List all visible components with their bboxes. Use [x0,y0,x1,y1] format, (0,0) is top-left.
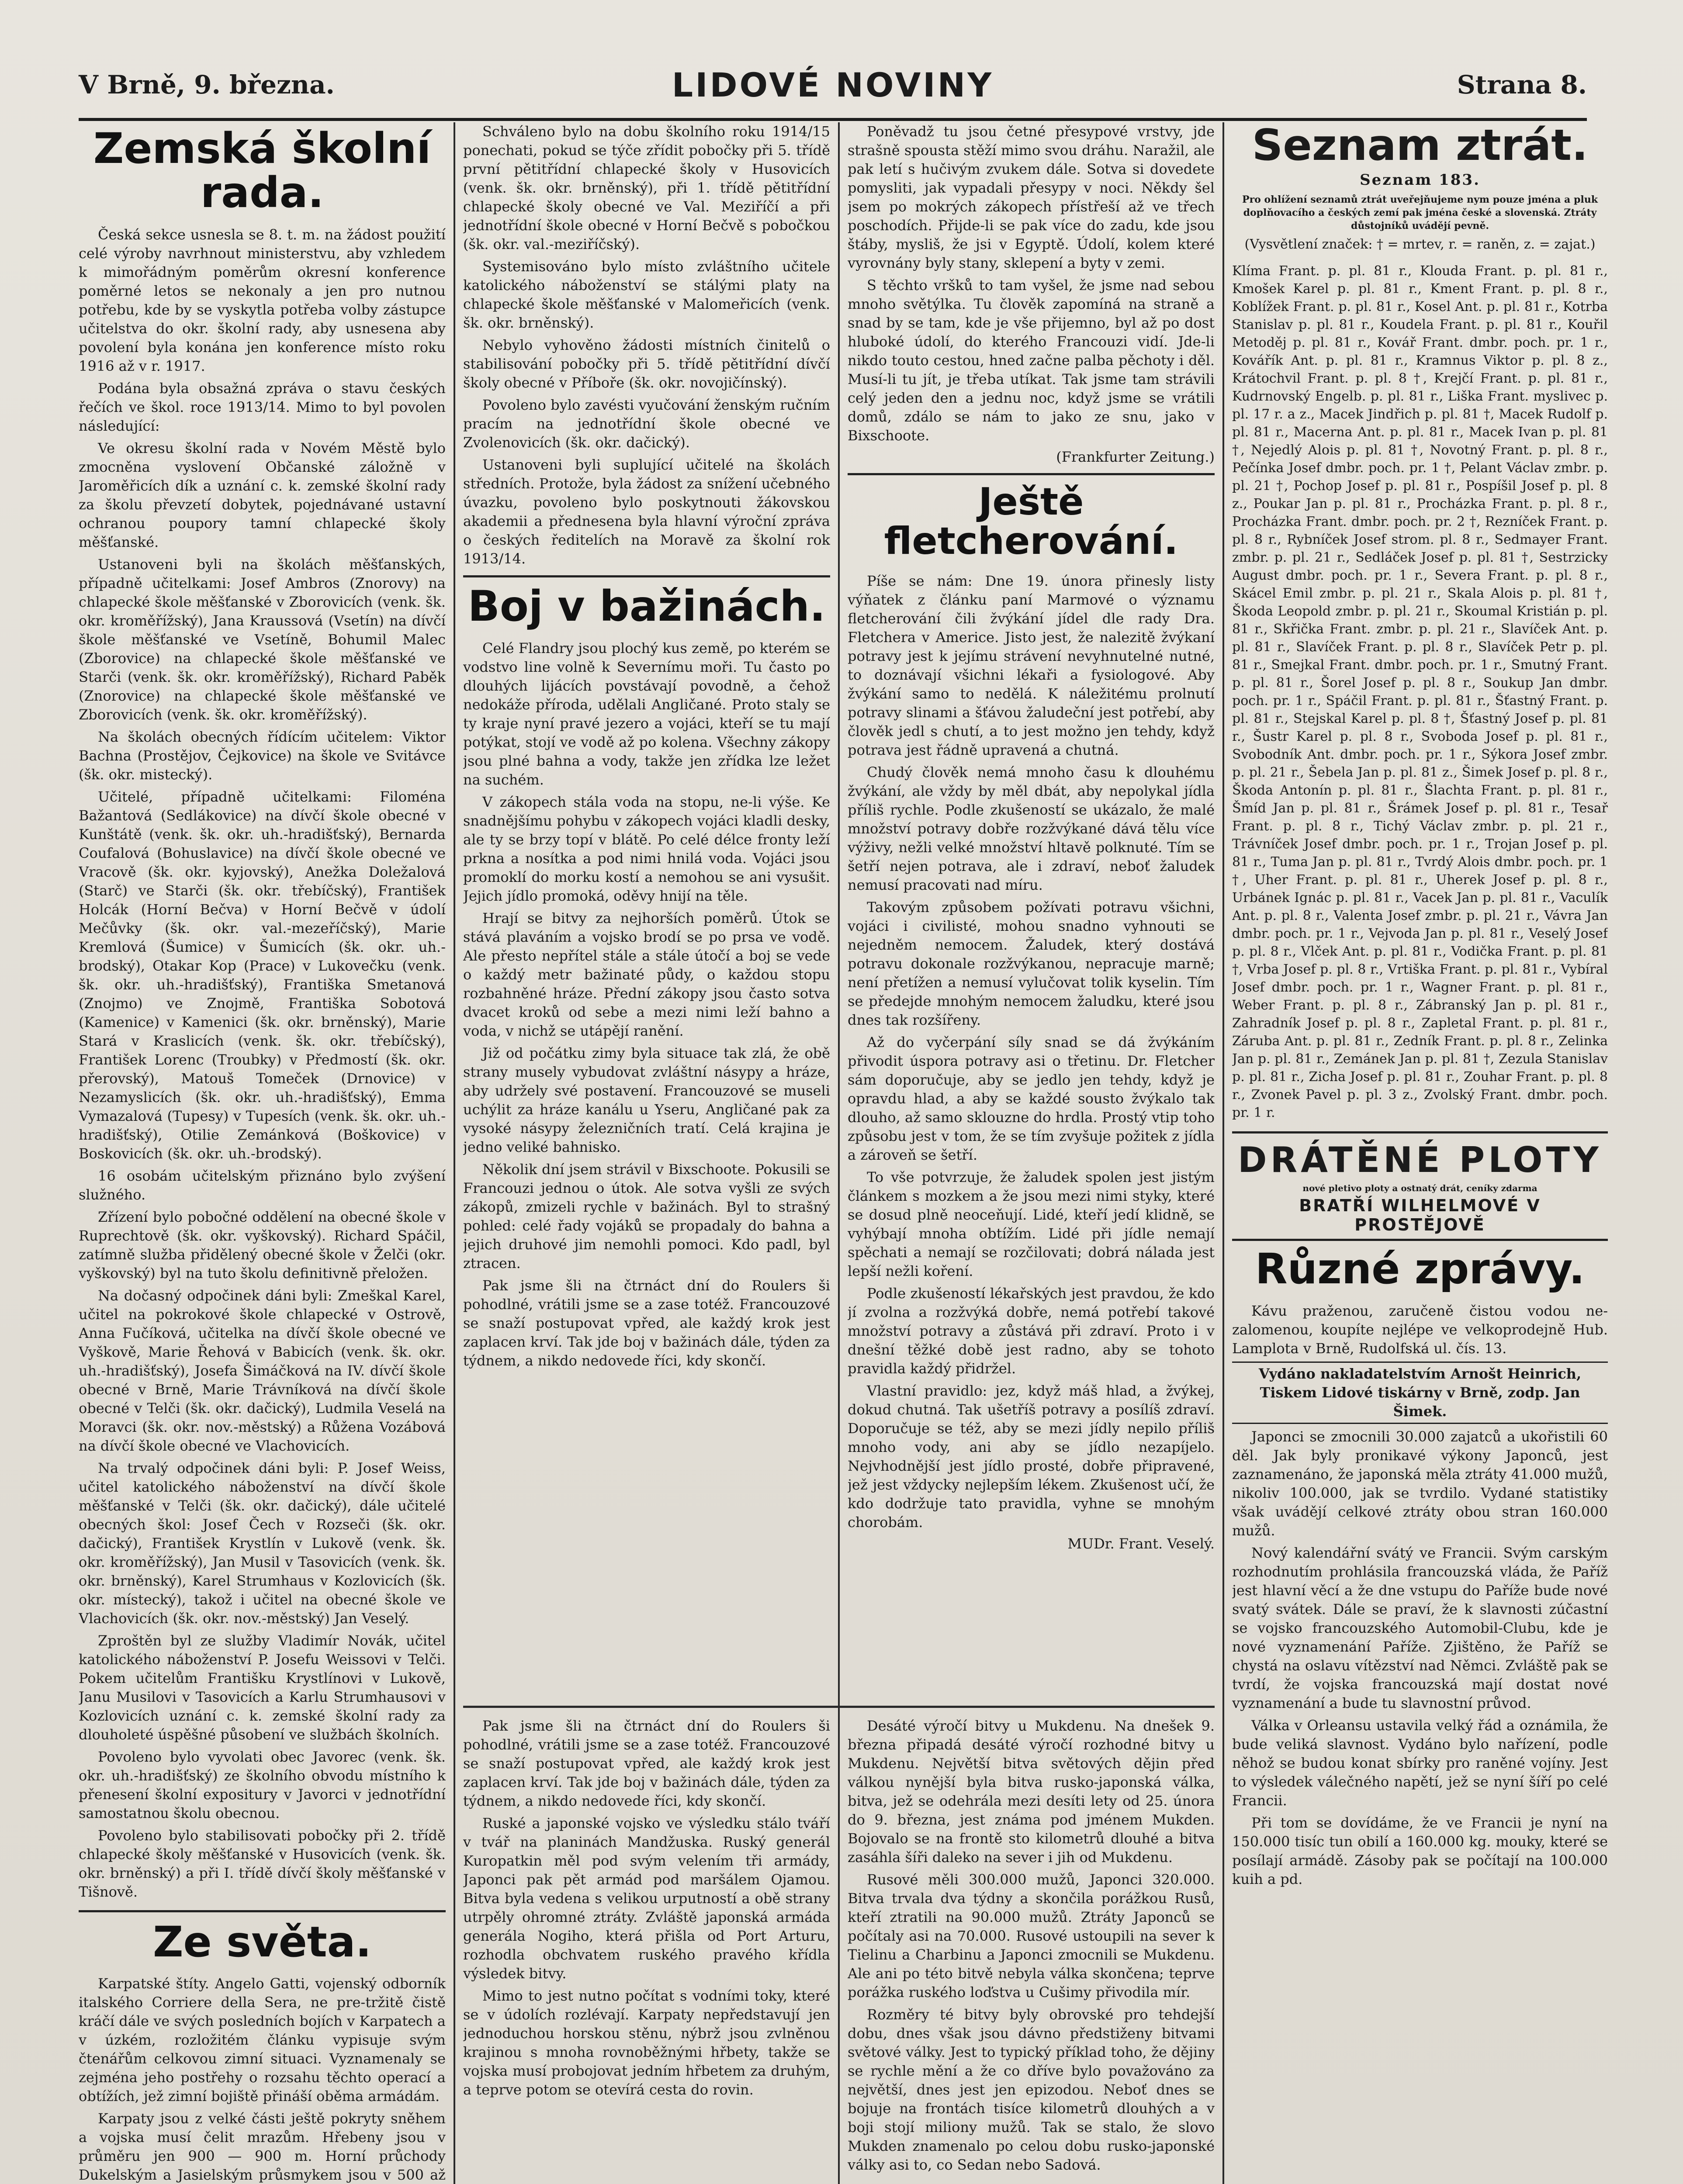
paragraph: Rusové měli 300.000 mužů, Japonci 320.000. Bitva trvala dva týdny a skončila porážkou Rusů, kteří ztratili na 90.000 mužů. Ztráty Japonců se počítaly asi na 70.000. Rusové ustoupili na sever k Tielinu a Charbinu a Japonci zmocnili se Mukdenu. Ale ani po této bitvě nebyla válka skončena; teprve porážka ruského loďstva u Cušimy přivodila mír. [848,1871,1215,2001]
paragraph: S těchto vršků to tam vyšel, že jsme nad sebou mnoho světýlka. Tu člověk zapomíná na straně a snad by se tam, kde je vše přijemno, byl až po dost hluboké údolí, do kterého Francouzi vidí. Jde-li nikdo touto cestou, hned začne palba pěchoty i děl. Musí-li tu jít, je třeba utíkat. Tak jsme tam strávili celý jeden den a jednu noc, když jsme se vrátili domů, zdálo se nám to jako ze snu, jako v Bixschoote. [848,277,1215,444]
paragraph: Povoleno bylo vyvolati obec Javorec (venk. šk. okr. uh.-hradišťský) ze školního obvodu místního k přenesení školní expositury v Javorci v jednotřídní samostatnou školu obecnou. [79,1748,446,1821]
paragraph: 16 osobám učitelským přiznáno bylo zvýšení služného. [79,1167,446,1203]
article-title: Boj v bažinách. [468,582,826,631]
masthead-title: LIDOVÉ NOVINY [672,66,994,104]
article-zemska-continued [463,122,830,568]
paragraph: Až do vyčerpání síly snad se dá žvýkáním přivodit úspora potravy asi o třetinu. Dr. Fletcher sám doporučuje, aby se jedlo jen tehdy, když je opravdu hlad, a aby se každé sousto žvýkalo tak dlouho, až samo sklouzne do hrdla. Prostý vtip toho způsobu jest v tom, že se tím zvyšuje požitek z jídla a zároveň se šetří. [848,1033,1215,1163]
paragraph: V zákopech stála voda na stopu, ne-li výše. Ke snadnějšímu pohybu v zákopech vojáci kladli desky, ale ty se brzy topí v blátě. Po celé délce fronty leží prkna a nosítka a pod nimi hnilá voda. Vojáci jsou promoklí do morku kostí a nemohou se ani vysušit. Jejich jídlo promoká, oděvy hnijí na těle. [463,793,830,904]
paragraph: Pak jsme šli na čtrnáct dní do Roulers ši pohodlné, vrátili jsme se a zase totéž. Francouzové se snaží postupovat vpřed, ale každý krok jest zaplacen krví. Tak jde boj v bažinách dále, týden za týdnem, a nikdo nedovede říci, kdy skončí. [463,1277,830,1369]
paragraph: Ustanoveni byli suplující učitelé na školách středních. Protože, byla žádost za snížení učebného úvazku, povoleno bylo poskytnouti žákovskou akademii a přednesena byla hlavní výroční zpráva o českých ředitelích na Moravě za školní rok 1913/14. [463,456,830,567]
paragraph: Pak jsme šli na čtrnáct dní do Roulers ši pohodlné, vrátili jsme se a zase totéž. Francouzové se snaží postupovat vpřed, ale každý krok jest zaplacen krví. Tak jde boj v bažinách dále, týden za týdnem, a nikdo nedovede říci, kdy skončí. [463,1717,830,1809]
column-4 [1232,122,1608,2184]
column-rule [1222,122,1224,2184]
paragraph: Hrají se bitvy za nejhorších poměrů. Útok se stává plaváním a vojsko brodí se po prsa ve vodě. Ale přesto nepřítel stále a stále útočí a boj se vede o každý metr bažinaté půdy, o každou stopu rozbahněné hráze. Přední zákopy jsou často sotva dvacet kroků od sebe a mezi nimi leží bahno a voda, v nichž se utápějí ranění. [463,909,830,1039]
paragraph: Při tom se dovídáme, že ve Francii je nyní na 150.000 tisíc tun obilí a 160.000 kg. mouky, které se posílají armádě. Zásoby pak se počítají na 100.000 kuih a pd. [1232,1814,1608,1887]
paragraph: Zřízení bylo pobočné oddělení na obecné škole v Ruprechtově (šk. okr. vyškovský). Richard Spáčil, zatímně služba přidělený obecné škole v Želči (okr. vyškovský) byl na tuto školu definitivně přeložen. [79,1208,446,1282]
article-boj-continued [848,122,1215,465]
paragraph: Česká sekce usnesla se 8. t. m. na žádost použití celé výroby navrhnout ministerstvu, aby vzhledem k mimořádným poměrům okresní konference poměrné letos se nekonaly a jen pro nutnou potřebu, kde by se vyskytla potřeba volby zástupce učitelstva do okr. školní rady, aby usnesena aby povolení byla konána jen konference místo roku 1916 až v r. 1917. [79,226,446,374]
column-2 [463,122,830,1704]
column-3 [848,122,1215,1704]
column-rule [454,122,455,2184]
page-number: Strana 8. [1457,70,1587,100]
article-title: Ještě fletcherování. [884,480,1178,563]
paragraph: Takovým způsobem požívati potravu všichni, vojáci i civilisté, mohou snadno vyhnouti se nejedněm nemocem. Žaludek, který dostává potravu dokonale rozžvýkanou, nepracuje marně; není přetížen a nemusí vylučovat tolik kyselin. Tím se předejde mnohým nemocem žaludku, které jsou dnes tak rozšířeny. [848,898,1215,1028]
casualty-list-number: Seznam 183. [1360,171,1480,189]
paragraph: Na trvalý odpočinek dáni byli: P. Josef Weiss, učitel katolického náboženství na dívčí škole měšťanské v Telči (šk. okr. dačický), dále učitelé obecných škol: Josef Čech v Rozseči (šk. okr. dačický), František Krystlín v Lukově (venk. šk. okr. kroměřížský), Jan Musil v Tasovicích (venk. šk. okr. brněnský), Karel Strumhaus v Kozlovicích (šk. okr. místecký), takož i učitel na obecné škole ve Vlachovicích (šk. okr. nov.-městský) Jan Veselý. [79,1459,446,1627]
running-head [79,66,1587,121]
article-ze-sveta [79,1910,446,2184]
paragraph: Ve okresu školní rada v Novém Městě bylo zmocněna vyslovení Občanské záložně v Jaroměřicích dík a uznání c. k. zemské školní rady za školu převzetí dobytek, pojednávané ustavní ochranou poupory tamní chlapecké školy měšťanské. [79,439,446,550]
paragraph: Ruské a japonské vojsko ve výsledku stálo tváří v tvář na planinách Mandžuska. Ruský generál Kuropatkin měl pod svým velením tři armády, Japonci pak pět armád pod maršálem Ojamou. Bitva byla vedena s velikou urputností a obě strany utrpěly ohromné ztráty. Zvláště japonská armáda generála Nogiho, která přišla od Port Arturu, rozhodla obchvatem ruského pravého křídla výsledek bitvy. [463,1815,830,1982]
paragraph: Japonci se zmocnili 30.000 zajatců a ukořistili 60 děl. Jak byly pronikavé výkony Japonců, jest zaznamenáno, že japonská měla ztráty 41.000 mužů, nikoliv 100.000, jak se tvrdilo. Vydané statistiky však uvádějí celkové ztráty obou stran 160.000 mužů. [1232,1428,1608,1539]
paragraph: Již od počátku zimy byla situace tak zlá, že obě strany musely vybudovat zvláštní násypy a hráze, aby udržely své postavení. Francouzové se museli uchýlit za hráze kanálu u Yseru, Angličané pak za vysoké násypy železničních tratí. Celá krajina je jedno veliké bahnisko. [463,1044,830,1155]
paragraph: Na dočasný odpočinek dáni byli: Zmeškal Karel, učitel na pokrokové škole chlapecké v Ostrově, Anna Fučíková, učitelka na dívčí škole obecné ve Vyškově, Marie Řehová v Babicích (venk. šk. okr. uh.-hradišťský), Josefa Šimáčková na IV. dívčí škole obecné v Brně, Marie Trávníková na dívčí škole obecné v Telči (šk. okr. dačický), Ludmila Veselá na Moravci (šk. okr. nov.-městský) a Růžena Vozábová na dívčí škole obecné ve Vlachovicích. [79,1287,446,1454]
article-zemska-skolni-rada [79,124,446,1901]
article-ruzne-zpravy [1232,1244,1608,1889]
paragraph: Píše se nám: Dne 19. února přinesly listy výňatek z článku paní Marmové o významu fletcherování čili žvýkání jídel dle rady Dra. Fletchera v Americe. Jisto jest, že nalezitě žvýkaní potravy jest k jejímu strávení nevyhnutelné nutné, to doznávají všichni lékaři a fysiologové. Aby žvýkání samo to nedělá. K náležitému prolnutí potravy slinami a šťávou žaludeční jest potřebí, aby člověk jedl s chutí, a to jest možno jen tehdy, když potrava jest řádně upravená a chutná. [848,572,1215,758]
casualty-names: Klíma Frant. p. pl. 81 r., Klouda Frant. p. pl. 81 r., Kmošek Karel p. pl. 81 r., Kment Frant. p. pl. 8 r., Koblížek Frant. p. pl. 81 r., Kosel Ant. p. pl. 81 r., Kotrba Stanislav p. pl. 81 r., Koudela Frant. p. pl. 81 r., Kouřil Metoděj p. pl. 81 r., Kovář Frant. dmbr. poch. pr. 1 r., Kovářík Ant. p. pl. 81 r., Kramnus Viktor p. pl. 8 z., Krátochvil Frant. p. pl. 8 †, Krejčí Frant. p. pl. 81 r., Kudrnovský Engelb. p. pl. 81 r., Liška Frant. myslivec p. pl. 17 r. a z., Macek Jindřich p. pl. 81 †, Macek Rudolf p. pl. 81 r., Macerna Ant. p. pl. 81 r., Macek Ivan p. pl. 81 †, Nejedlý Alois p. pl. 81 †, Novotný Frant. p. pl. 8 r., Pečínka Josef dmbr. poch. pr. 1 †, Pelant Václav zmbr. p. pl. 21 †, Pochop Josef p. pl. 81 r., Pospíšil Josef p. pl. 8 z., Poukar Jan p. pl. 81 r., Procházka Frant. p. pl. 8 r., Procházka Frant. dmbr. poch. pr. 2 †, Rezníček Frant. p. pl. 8 r., Rybníček Josef strom. pl. 8 r., Sedmayer Frant. zmbr. p. pl. 21 r., Sedláček Josef p. pl. 81 †, Sestrzicky August dmbr. poch. pr. 1 r., Severa Frant. p. pl. 8 r., Skácel Emil zmbr. p. pl. 21 r., Skala Alois p. pl. 81 †, Škoda Leopold zmbr. p. pl. 21 r., Skoumal Kristián p. pl. 81 r., Skřička Frant. zmbr. p. pl. 21 r., Slavíček Ant. p. pl. 81 r., Slavíček Frant. p. pl. 8 r., Slavíček Petr p. pl. 81 r., Smejkal Frant. dmbr. poch. pr. 1 r., Smutný Frant. p. pl. 81 r., Šorel Josef p. pl. 8 r., Soukup Jan dmbr. poch. pr. 1 r., Spáčil Frant. p. pl. 81 r., Šťastný Frant. p. pl. 81 r., Stejskal Karel p. pl. 8 †, Šťastný Josef p. pl. 81 r., Šustr Karel p. pl. 8 r., Svoboda Josef p. pl. 81 r., Svobodník Ant. dmbr. poch. pr. 1 r., Sýkora Josef zmbr. p. pl. 21 r., Šebela Jan p. pl. 81 z., Šimek Josef p. pl. 8 r., Škoda Antonín p. pl. 81 r., Šlachta Frant. p. pl. 81 r., Šmíd Jan p. pl. 81 r., Šrámek Josef p. pl. 81 r., Tesař Frant. p. pl. 8 r., Tichý Václav zmbr. p. pl. 21 r., Trávníček Josef dmbr. poch. pr. 1 r., Trojan Josef p. pl. 81 r., Tuma Jan p. pl. 81 r., Tvrdý Alois dmbr. poch. pr. 1 †, Uher Frant. p. pl. 81 r., Uherek Josef p. pl. 8 r., Urbánek Ignác p. pl. 81 r., Vacek Jan p. pl. 81 r., Vaculík Ant. p. pl. 8 r., Valenta Josef zmbr. p. pl. 21 r., Vávra Jan dmbr. poch. pr. 1 r., Vejvoda Jan p. pl. 81 r., Veselý Josef p. pl. 8 r., Vlček Ant. p. pl. 81 r., Vodička Frant. p. pl. 81 †, Vrba Josef p. pl. 8 r., Vrtiška Frant. p. pl. 81 r., Vybíral Josef dmbr. poch. pr. 1 r., Wagner Frant. p. pl. 81 r., Weber Frant. p. pl. 8 r., Zábranský Jan p. pl. 81 r., Zahradník Josef p. pl. 8 r., Zapletal Frant. p. pl. 81 r., Záruba Ant. p. pl. 81 r., Zedník Frant. p. pl. 8 r., Zelinka Jan p. pl. 81 r., Zemánek Jan p. pl. 81 †, Zezula Stanislav p. pl. 81 r., Zicha Josef p. pl. 81 r., Zouhar Frant. p. pl. 8 r., Zvonek Pavel p. pl. 3 z., Zvolský Frant. dmbr. poch. pr. 1 r. [1232,263,1608,1120]
paragraph: Karpaty jsou z velké části ještě pokryty sněhem a vojska musí čelit mrazům. Hřebeny jsou v průměru jen 900 — 900 m. Horní průchody Dukelským a Jasielským průsmykem jsou v 500 až [79,2110,446,2184]
paragraph: Desáté výročí bitvy u Mukdenu. Na dnešek 9. března připadá desáté výročí rozhodné bitvy u Mukdenu. Největší bitva světových dějin před válkou nynější byla bitva rusko-japonská válka, bitva, jež se odehrála mezi desíti lety od 25. února do 9. března, jest známa pod jménem Mukden. Bojovalo se na frontě sto kilometrů dlouhé a bitva zasáhla šíři daleko na sever i jih od Mukdenu. [848,1717,1215,1866]
paragraph: Systemisováno bylo místo zvláštního učitele katolického náboženství se stálými platy na chlapecké škole měšťanské v Malomeřicích (venk. šk. okr. brněnský). [463,258,830,331]
ad-firm-name: BRATŘÍ WILHELMOVÉ V PROSTĚJOVĚ [1299,1196,1541,1234]
article-jeste-fletcherovani [848,473,1215,1552]
source-credit: (Frankfurter Zeitung.) [1056,449,1215,465]
paragraph: Nebylo vyhověno žádosti místních činitelů o stabilisování pobočky při 5. třídě pětitřídní dívčí školy obecné v Příboře (šk. okr. novojičínský). [463,337,830,391]
paragraph: Schváleno bylo na dobu školního roku 1914/15 ponechati, pokud se týče zřídit pobočky při 5. třídě první pětitřídní chlapecké školy v Husovicích (venk. šk. okr. brněnský), při 1. třídě pětitřídní chlapecké školy obecné ve Val. Meziříčí a při jednotřídní škole obecné v Horní Bečvě s pobočkou (šk. okr. val.-meziříčský). [463,123,830,252]
article-title: Ze světa. [152,1917,372,1966]
lower-right-column [848,1717,1215,2184]
paragraph: To vše potvrzuje, že žaludek spolen jest jistým článkem s mozkem a že jsou mezi nimi styky, které se dosud plně neoceňují. Lidé, kteří jedí klidně, se vyhýbají mnoha obtížím. Lidé při jídle nemají spěchati a nemají se rozčilovati; dobrá nálada jest lepší nežli koření. [848,1168,1215,1279]
lower-left-column [463,1717,830,2184]
paragraph: Vlastní pravidlo: jez, když máš hlad, a žvýkej, dokud chutná. Tak ušetříš potravy a posílíš zdraví. Doporučuje se též, aby se mezi jídly nepilo příliš mnoho vody, ani aby se jídlo nezapíjelo. Nejvhodnější jest jídlo prosté, dobře připravené, jež jest vždycky nejlepším lékem. Zkušenost učí, že kdo dodržuje tato pravidla, vyhne se mnohým chorobám. [848,1382,1215,1531]
paragraph: Poněvadž tu jsou četné přesypové vrstvy, jde strašně spousta stěží mimo svou dráhu. Naražil, ale pak letí s hučivým zvukem dále. Sotva si dovedete pomysliti, jak vypadali přesypy v noci. Někdy šel jsem po mokrých zákopech přístřeší až ve třech poschodích. Přijde-li se pak více do zadu, kde jsou štáby, mysliš, že jsi v Egyptě. Údolí, kolem které vyrovnány byly stany, sklepení a byty v zemi. [848,123,1215,271]
paragraph: Válka v Orleansu ustavila velký řád a oznámila, že bude veliká slavnost. Vydáno bylo nařízení, podle něhož se budou konat sbírky pro raněné vojíny. Jest to výsledek válečného napětí, jež se nyní šíří po celé Francii. [1232,1717,1608,1809]
paragraph: Učitelé, případně učitelkami: Filoména Bažantová (Sedlákovice) na dívčí škole obecné v Kunštátě (venk. šk. okr. uh.-hradišťský), Bernarda Coufalová (Bohuslavice) na dívčí škole obecné ve Vracově (šk. okr. kyjovský), Anežka Doležalová (Starč) ve Starči (šk. okr. třebíčský), František Holcák (Horní Bečva) v Horní Bečvě v údolí Mečůvky (šk. okr. val.-mezeříčský), Marie Kremlová (Šumice) v Šumicích (šk. okr. uh.-brodský), Otakar Kop (Prace) v Lukovečku (venk. šk. okr. uh.-hradišťský), Františka Smetanová (Znojmo) ve Znojmě, Františka Sobotová (Kamenice) v Kamenici (šk. okr. brněnský), Marie Stará v Kraslicích (venk. šk. okr. třebíčský), František Lorenc (Troubky) v Předmostí (šk. okr. přerovský), Matouš Tomeček (Drnovice) v Nezamyslicích (šk. okr. uh.-hradišťský), Emma Vymazalová (Tupesy) v Tupesích (venk. šk. okr. uh.-hradišťský), Otilie Zemánková (Boškovice) v Boskovicích (šk. okr. uh.-brodský). [79,788,446,1162]
paragraph: Zproštěn byl ze služby Vladimír Novák, učitel katolického náboženství P. Josefu Weissovi v Telči. Pokem učitelům Františku Krystlínovi v Lukově, Janu Musilovi v Tasovicích a Karlu Strumhausovi v Kozlovicích uznání c. k. zemské školní rady za dlouholeté úspěšné působení ve službách školních. [79,1632,446,1743]
article-boj-v-bazinach [463,575,830,1370]
article-title: Zemská školní rada. [93,124,431,217]
lower-section [463,1717,1215,2184]
paragraph: Chudý člověk nemá mnoho času k dlouhému žvýkání, ale vždy by měl dbát, aby nepolykal jídla příliš rychle. Podle zkušeností se ukázalo, že malé množství potravy dobře rozžvýkané dává tělu více výživy, nežli velké množství hltavě polknuté. Tím se šetří nejen potrava, ale i zdraví, neboť žaludek nemusí pracovati nad míru. [848,764,1215,893]
paragraph: Podle zkušeností lékařských jest pravdou, že kdo jí zvolna a rozžvýká dobře, nemá potřebí takové množství potravy a zůstává při zdraví. Proto i v dnešní těžké době jest radno, aby se tohoto pravidla každý přidržel. [848,1285,1215,1377]
casualty-list-note: Pro ohlížení seznamů ztrát uveřejňujeme nym pouze jména a pluk doplňovacího a českých zemí pak jména české a slovenská. Ztráty důstojníků uvádějí pevně. [1242,194,1598,232]
casualty-list-title: Seznam ztrát. [1252,122,1588,170]
paragraph: Mimo to jest nutno počítat s vodními toky, které se v údolích rozlévají. Karpaty nepředstavují jen jednoduchou horskou stěnu, nýbrž jsou zvlněnou krajinou s mnoha rovnoběžnými hřbety, takže se vojska musí probojovat jedním hřbetem za druhým, a teprve potom se otevírá cesta do rovin. [463,1987,830,2098]
article-title: Různé zprávy. [1255,1244,1585,1293]
casualty-list [1232,122,1608,1122]
paragraph: Kávu praženou, zaručeně čistou vodou ne-zalomenou, koupíte nejlépe ve velkoprodejně Hub. Lamplota v Brně, Rudolfská ul. čís. 13. [1232,1302,1608,1357]
advertisement-wire-fences [1232,1131,1608,1241]
paragraph: Nový kalendářní svátý ve Francii. Svým carským rozhodnutím prohlásila francouzská vláda, že Paříž jest hlavní věcí a že dne vstupu do Paříže bude nové svatý svátek. Dále se praví, že k slavnosti zúčastní se vojsko francouzského Automobil-Clubu, kde je nové vyznamenání Paříže. Zjištěno, že Paříž se chystá na oslavu vítězství nad Němci. Zvláště pak se tvrdí, že vojska francouzská mají dostat nové vyznamenání a bude tu slavnostní průvod. [1232,1544,1608,1711]
author-signature: MUDr. Frant. Veselý. [1067,1535,1215,1552]
dateline: V Brně, 9. března. [79,70,335,100]
paragraph: Celé Flandry jsou plochý kus země, po kterém se vodstvo line volně k Severnímu moři. Tu často po dlouhých lijácích povstávají povodně, a čehož nedokáže příroda, udělali Angličané. Proto staly se ty kraje nyní pravé jezero a vojáci, kteří se tu mají potýkat, stojí ve vodě až po kolena. Všechny zákopy jsou plné bahna a vody, takže jen zřídka lze ležet na suchém. [463,639,830,788]
paragraph: Na školách obecných řídícím učitelem: Viktor Bachna (Prostějov, Čejkovice) na škole ve Svitávce (šk. okr. mistecký). [79,728,446,783]
column-1 [79,122,446,2184]
imprint: Vydáno nakladatelstvím Arnošt Heinrich, Tiskem Lidové tiskárny v Brně, zodp. Jan Šimek. [1232,1362,1608,1424]
ad-subtitle: nové pletivo ploty a ostnatý drát, ceníky zdarma [1302,1182,1538,1193]
casualty-list-legend: (Vysvětlení značek: † = mrtev, r. = raněn, z. = zajat.) [1244,236,1596,252]
ad-title: DRÁTĚNÉ PLOTY [1238,1139,1602,1180]
section-rule [463,1706,1215,1708]
paragraph: Ustanoveni byli na školách měšťanských, případně učitelkami: Josef Ambros (Znorovy) na chlapecké škole měšťanské v Zborovicích (venk. šk. okr. kroměřížský), Jana Kraussová (Vsetín) na dívčí škole měšťanské ve Vsetíně, Bohumil Malec (Zborovice) na chlapecké škole měšťanské ve Starči (venk. šk. okr. kroměřížský), Richard Paběk (Znorovice) na chlapecké škole měšťanské ve Zborovicích (venk. šk. okr. kroměřížský). [79,556,446,723]
paragraph: Rozměry té bitvy byly obrovské pro tehdejší dobu, dnes však jsou dávno předstiženy bitvami světové války. Jest to typický příklad toho, že dějiny se rychle mění a že co dříve bylo považováno za největší, dnes jest jen epizodou. Neboť dnes se bojuje na frontách tisíce kilometrů dlouhých a v boji stojí miliony mužů. Tak se stalo, že slovo Mukden znamenalo po celou dobu rusko-japonské války asi to, co Sedan nebo Sadová. [848,2006,1215,2173]
paragraph: Několik dní jsem strávil v Bixschoote. Pokusili se Francouzi jednou o útok. Ale sotva vyšli ze svých zákopů, zmizeli rychle v bažinách. Byl to strašný pohled: celé řady vojáků se propadaly do bahna a jejich druhové jim nemohli pomoci. Kdo padl, byl ztracen. [463,1161,830,1272]
paragraph: Povoleno bylo zavésti vyučování ženským ručním pracím na jednotřídní škole obecné ve Zvolenovicích (šk. okr. dačický). [463,397,830,451]
paragraph: Podána byla obsažná zpráva o stavu českých řečích ve škol. roce 1913/14. Mimo to byl povolen následující: [79,380,446,434]
paragraph: Povoleno bylo stabilisovati pobočky při 2. třídě chlapecké školy měšťanské v Husovicích (venk. šk. okr. brněnský) a při I. třídě dívčí školy měšťanské v Tišnově. [79,1827,446,1900]
paragraph: Karpatské štíty. Angelo Gatti, vojenský odborník italského Corriere della Sera, ne pre-tržitě čistě kráčí dále ve svých posledních bojích v Karpatech a v úzkém, rozložitém článku vypisuje svým čtenářům celkovou zimní situaci. Vyznamenaly se zejména jeho postřehy o rozsahu těchto operací a obtížích, jež zimní bojiště přináší oběma armádám. [79,1975,446,2105]
